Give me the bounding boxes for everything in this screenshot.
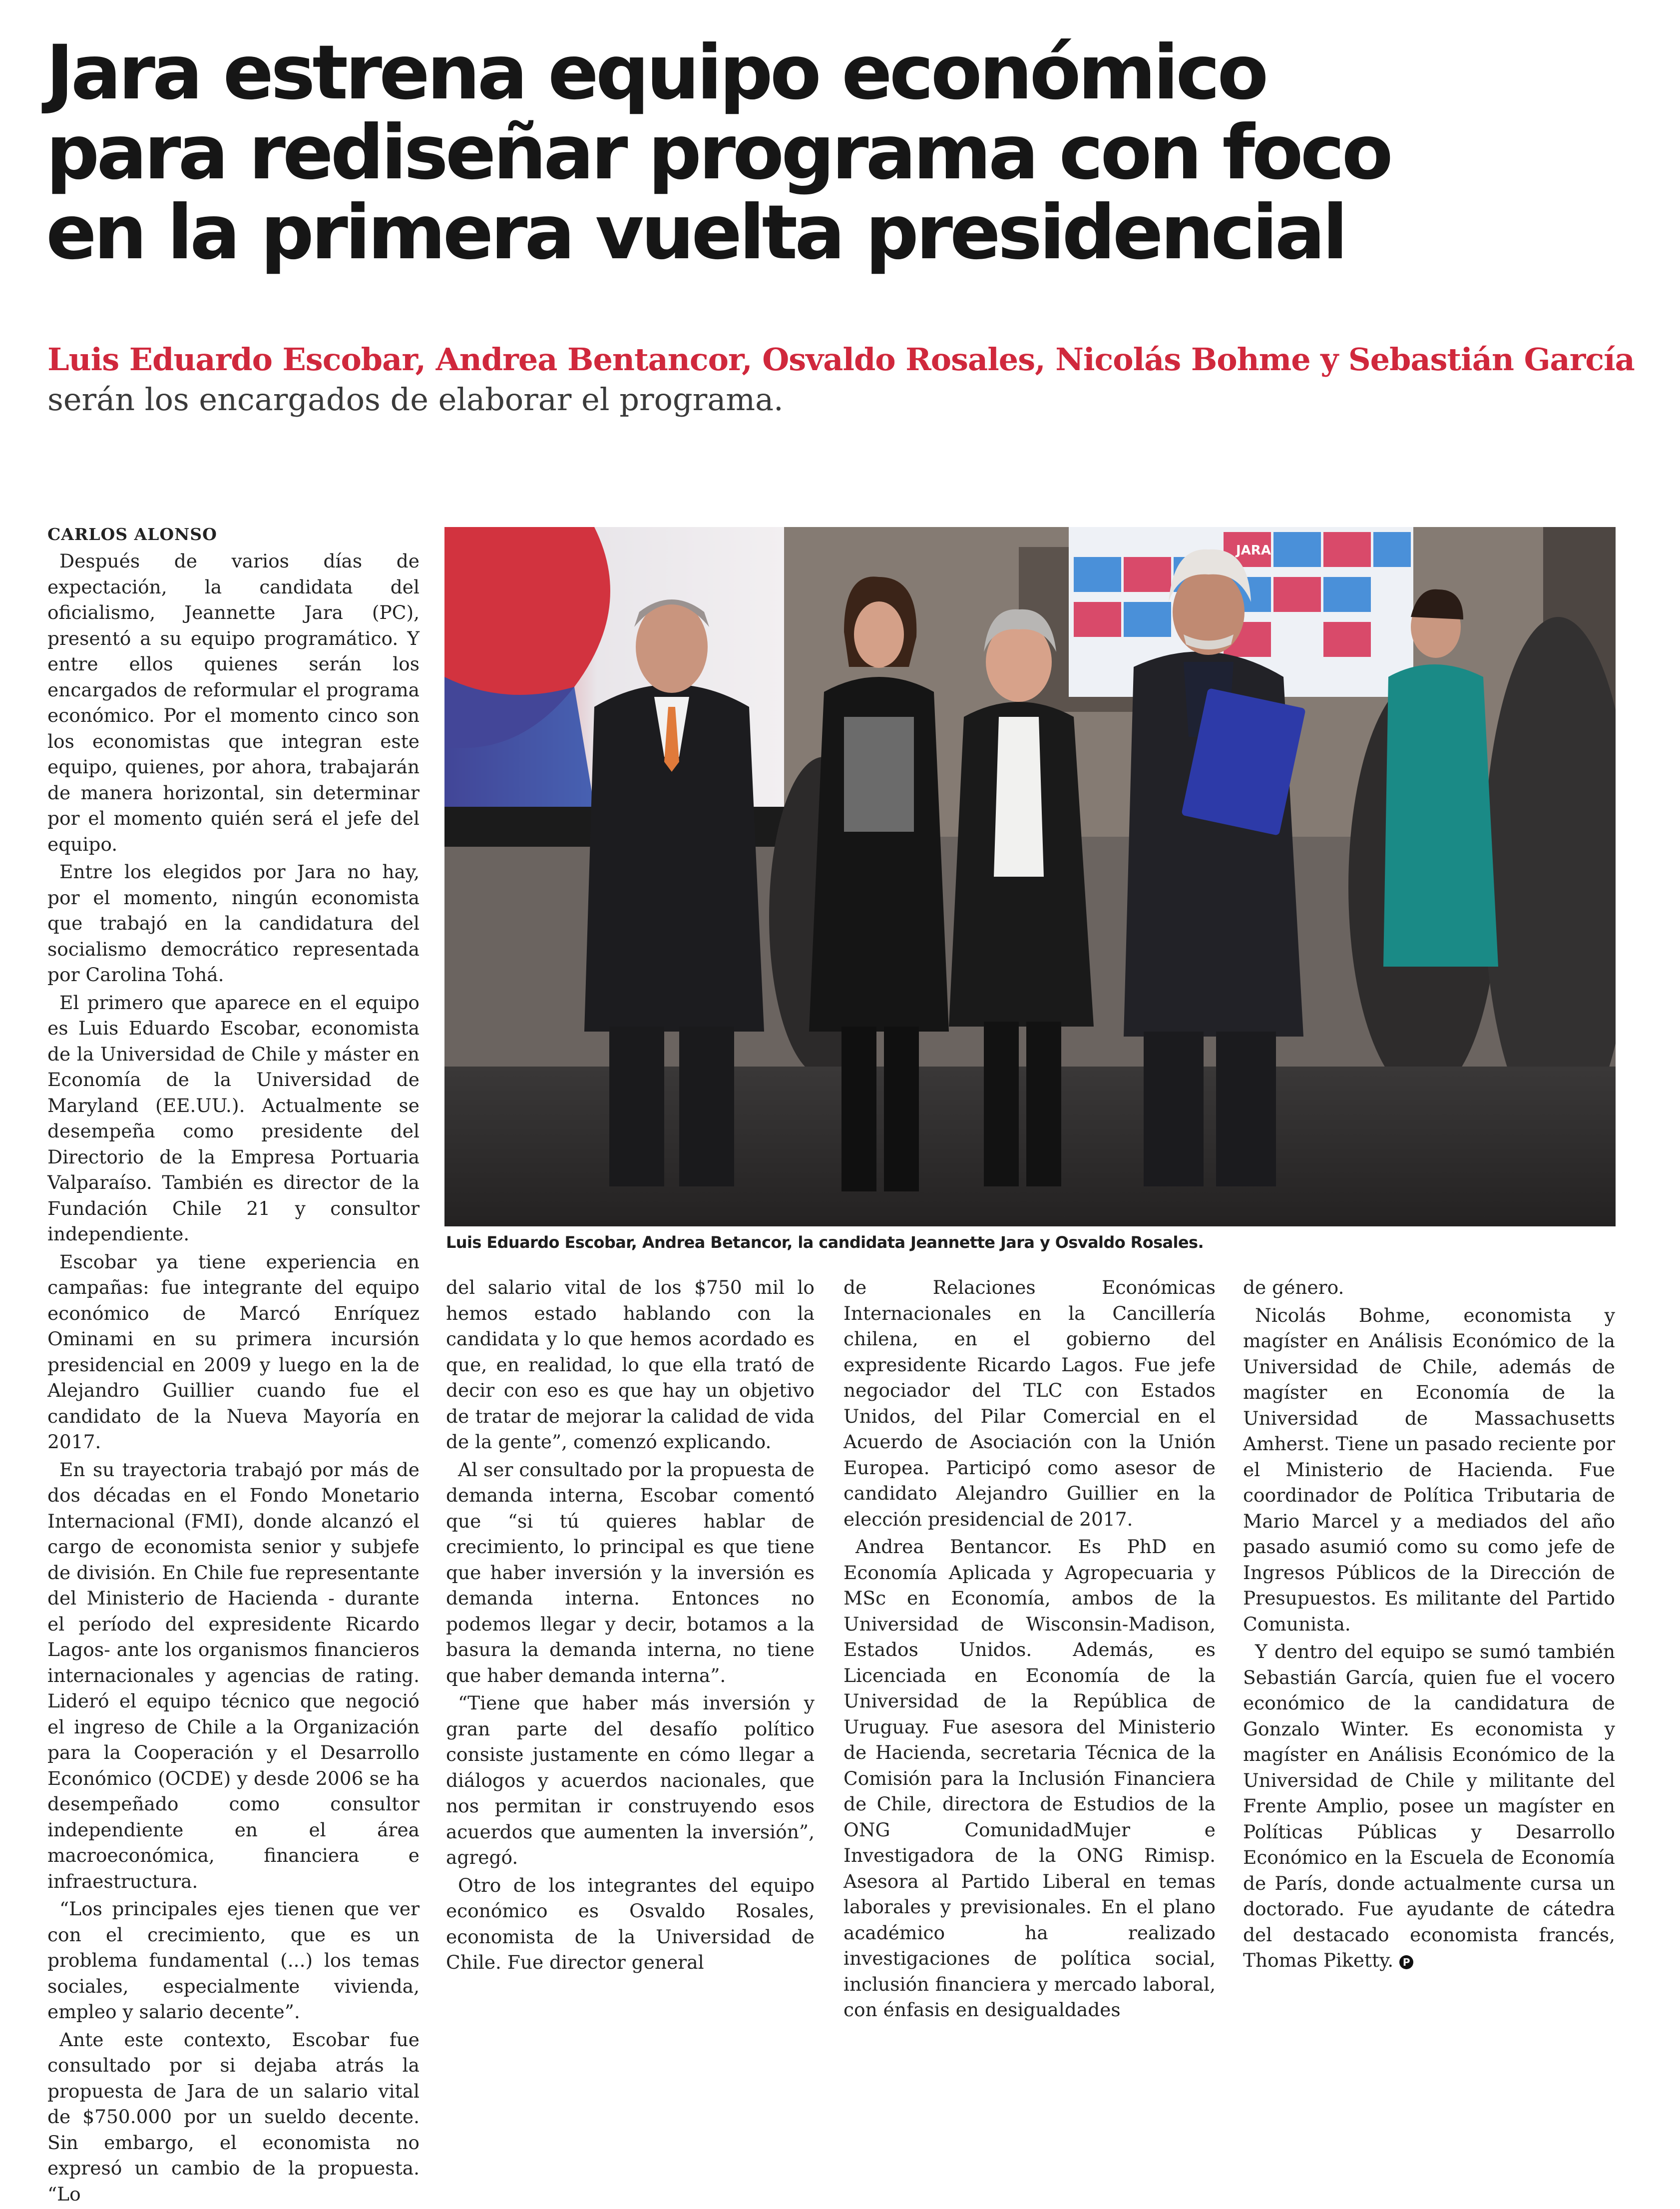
paragraph bbox=[1243, 1639, 1615, 1974]
paragraph: El primero que aparece en el equipo es Luis Eduardo Escobar, economista de la Universidad de Chile y máster en Economía de la Universidad de Maryland (EE.UU.). Actualmente se desempeña como presidente del Directorio de la Empresa Portuaria Valparaíso. También es director de la Fundación Chile 21 y consultor independiente. bbox=[47, 991, 420, 1245]
article-column-4 bbox=[1243, 1275, 1615, 1976]
photo-illustration bbox=[444, 527, 1616, 1226]
paragraph: “Tiene que haber más inversión y gran parte del desafío político consiste justamente en cómo llegar a diálogos y acuerdos nacionales, que nos permitan ir construyendo esos acuerdos que aumenten la inversión”, agregó. bbox=[446, 1692, 815, 1868]
author-byline: CARLOS ALONSO bbox=[47, 525, 217, 544]
article-column-2 bbox=[446, 1275, 815, 1978]
paragraph: Al ser consultado por la propuesta de demanda interna, Escobar comentó que “si tú quieres hablar de crecimiento, lo principal es que tiene que haber inversión y la inversión es demanda interna. Entonces no podemos llegar y decir, botamos a la basura la demanda interna, no tiene que haber demanda interna”. bbox=[446, 1458, 815, 1686]
end-mark-icon: P bbox=[1399, 1955, 1413, 1969]
paragraph: “Los principales ejes tienen que ver con el crecimiento, que es un problema fundamental (...) los temas sociales, especialmente vivienda, empleo y salario decente”. bbox=[47, 1898, 420, 2023]
photo-caption: Luis Eduardo Escobar, Andrea Betancor, la candidata Jeannette Jara y Osvaldo Rosales. bbox=[446, 1233, 1204, 1252]
subhead bbox=[47, 340, 1636, 420]
news-photo bbox=[444, 527, 1616, 1226]
paragraph: Nicolás Bohme, economista y magíster en Análisis Económico de la Universidad de Chile, además de magíster en Economía de la Universidad de Massachusetts Amherst. Tiene un pasado reciente por el Ministerio de Hacienda. Fue coordinador de Política Tributaria de Mario Marcel y a mediados del año pasado asumió como su como jefe de Ingresos Públicos de la Dirección de Presupuestos. Es militante del Partido Comunista. bbox=[1243, 1304, 1615, 1635]
paragraph-text: Y dentro del equipo se sumó también Sebastián García, quien fue el vocero económico de la candidatura de Gonzalo Winter. Es economista y magíster en Análisis Económico de la Universidad de Chile y militante del Frente Amplio, posee un magíster en Políticas Públicas y Desarrollo Económico en la Escuela de Economía de París, donde actualmente cursa un doctorado. Fue ayudante de cátedra del destacado economista francés, Thomas Piketty. bbox=[1243, 1641, 1615, 1971]
backdrop-logo: JARA bbox=[1236, 543, 1271, 558]
paragraph: Escobar ya tiene experiencia en campañas: fue integrante del equipo económico de Marcó Enríquez Ominami en su primera incursión presidencial en 2009 y luego en la de Alejandro Guillier cuando fue el candidato de la Nueva Mayoría en 2017. bbox=[47, 1250, 420, 1453]
subhead-rest: serán los encargados de elaborar el programa. bbox=[47, 381, 784, 418]
paragraph: Andrea Bentancor. Es PhD en Economía Aplicada y Agropecuaria y MSc en Economía, ambos de la Universidad de Wisconsin-Madison, Estados Unidos. Además, es Licenciada en Economía de la Universidad de la República de Uruguay. Fue asesora del Ministerio de Hacienda, secretaria Técnica de la Comisión para la Inclusión Financiera de Chile, directora de Estudios de la ONG ComunidadMujer e Investigadora de la ONG Rimisp. Asesora al Partido Liberal en temas laborales y previsionales. En el plano académico ha realizado investigaciones de política social, inclusión financiera y mercado laboral, con énfasis en desigualdades bbox=[843, 1536, 1216, 2021]
article-column-1 bbox=[47, 549, 420, 2209]
paragraph: de Relaciones Económicas Internacionales en la Cancillería chilena, en el gobierno del expresidente Ricardo Lagos. Fue jefe negociador del TLC con Estados Unidos, del Pilar Comercial en el Acuerdo de Asociación con la Unión Europea. Participó como asesor de candidato Alejandro Guillier en la elección presidencial de 2017. bbox=[843, 1276, 1216, 1530]
paragraph: del salario vital de los $750 mil lo hemos estado hablando con la candidata y lo que hemos acordado es que, en realidad, lo que ella trató de decir con eso es que hay un objetivo de tratar de mejorar la calidad de vida de la gente”, comenzó explicando. bbox=[446, 1276, 815, 1453]
headline: Jara estrena equipo económico para rediseñar programa con foco en la primera vuelta presidencial bbox=[46, 29, 1390, 276]
article-column-3 bbox=[843, 1275, 1216, 2025]
paragraph: Entre los elegidos por Jara no hay, por el momento, ningún economista que trabajó en la candidatura del socialismo democrático representada por Carolina Tohá. bbox=[47, 861, 420, 986]
paragraph: de género. bbox=[1243, 1276, 1344, 1298]
paragraph: En su trayectoria trabajó por más de dos décadas en el Fondo Monetario Internacional (FMI), donde alcanzó el cargo de economista senior y subjefe de división. En Chile fue representante del Ministerio de Hacienda - durante el período del expresidente Ricardo Lagos- ante los organismos financieros internacionales y agencias de rating. Lideró el equipo técnico que negoció el ingreso de Chile a la Organización para la Cooperación y el Desarrollo Económico (OCDE) y desde 2006 se ha desempeñado como consultor independiente en el área macroeconómica, financiera e infraestructura. bbox=[47, 1458, 420, 1892]
subhead-names: Luis Eduardo Escobar, Andrea Bentancor, Osvaldo Rosales, Nicolás Bohme y Sebastián García bbox=[47, 341, 1635, 378]
paragraph: Otro de los integrantes del equipo económico es Osvaldo Rosales, economista de la Universidad de Chile. Fue director general bbox=[446, 1874, 815, 1973]
paragraph: Ante este contexto, Escobar fue consultado por si dejaba atrás la propuesta de Jara de un salario vital de $750.000 por un sueldo decente. Sin embargo, el economista no expresó un cambio de la propuesta. “Lo bbox=[47, 2028, 420, 2205]
paragraph: Después de varios días de expectación, la candidata del oficialismo, Jeannette Jara (PC), presentó a su equipo programático. Y entre ellos quienes serán los encargados de reformular el programa económico. Por el momento cinco son los economistas que integran este equipo, quienes, por ahora, trabajarán de manera horizontal, sin determinar por el momento quién será el jefe del equipo. bbox=[47, 550, 420, 855]
